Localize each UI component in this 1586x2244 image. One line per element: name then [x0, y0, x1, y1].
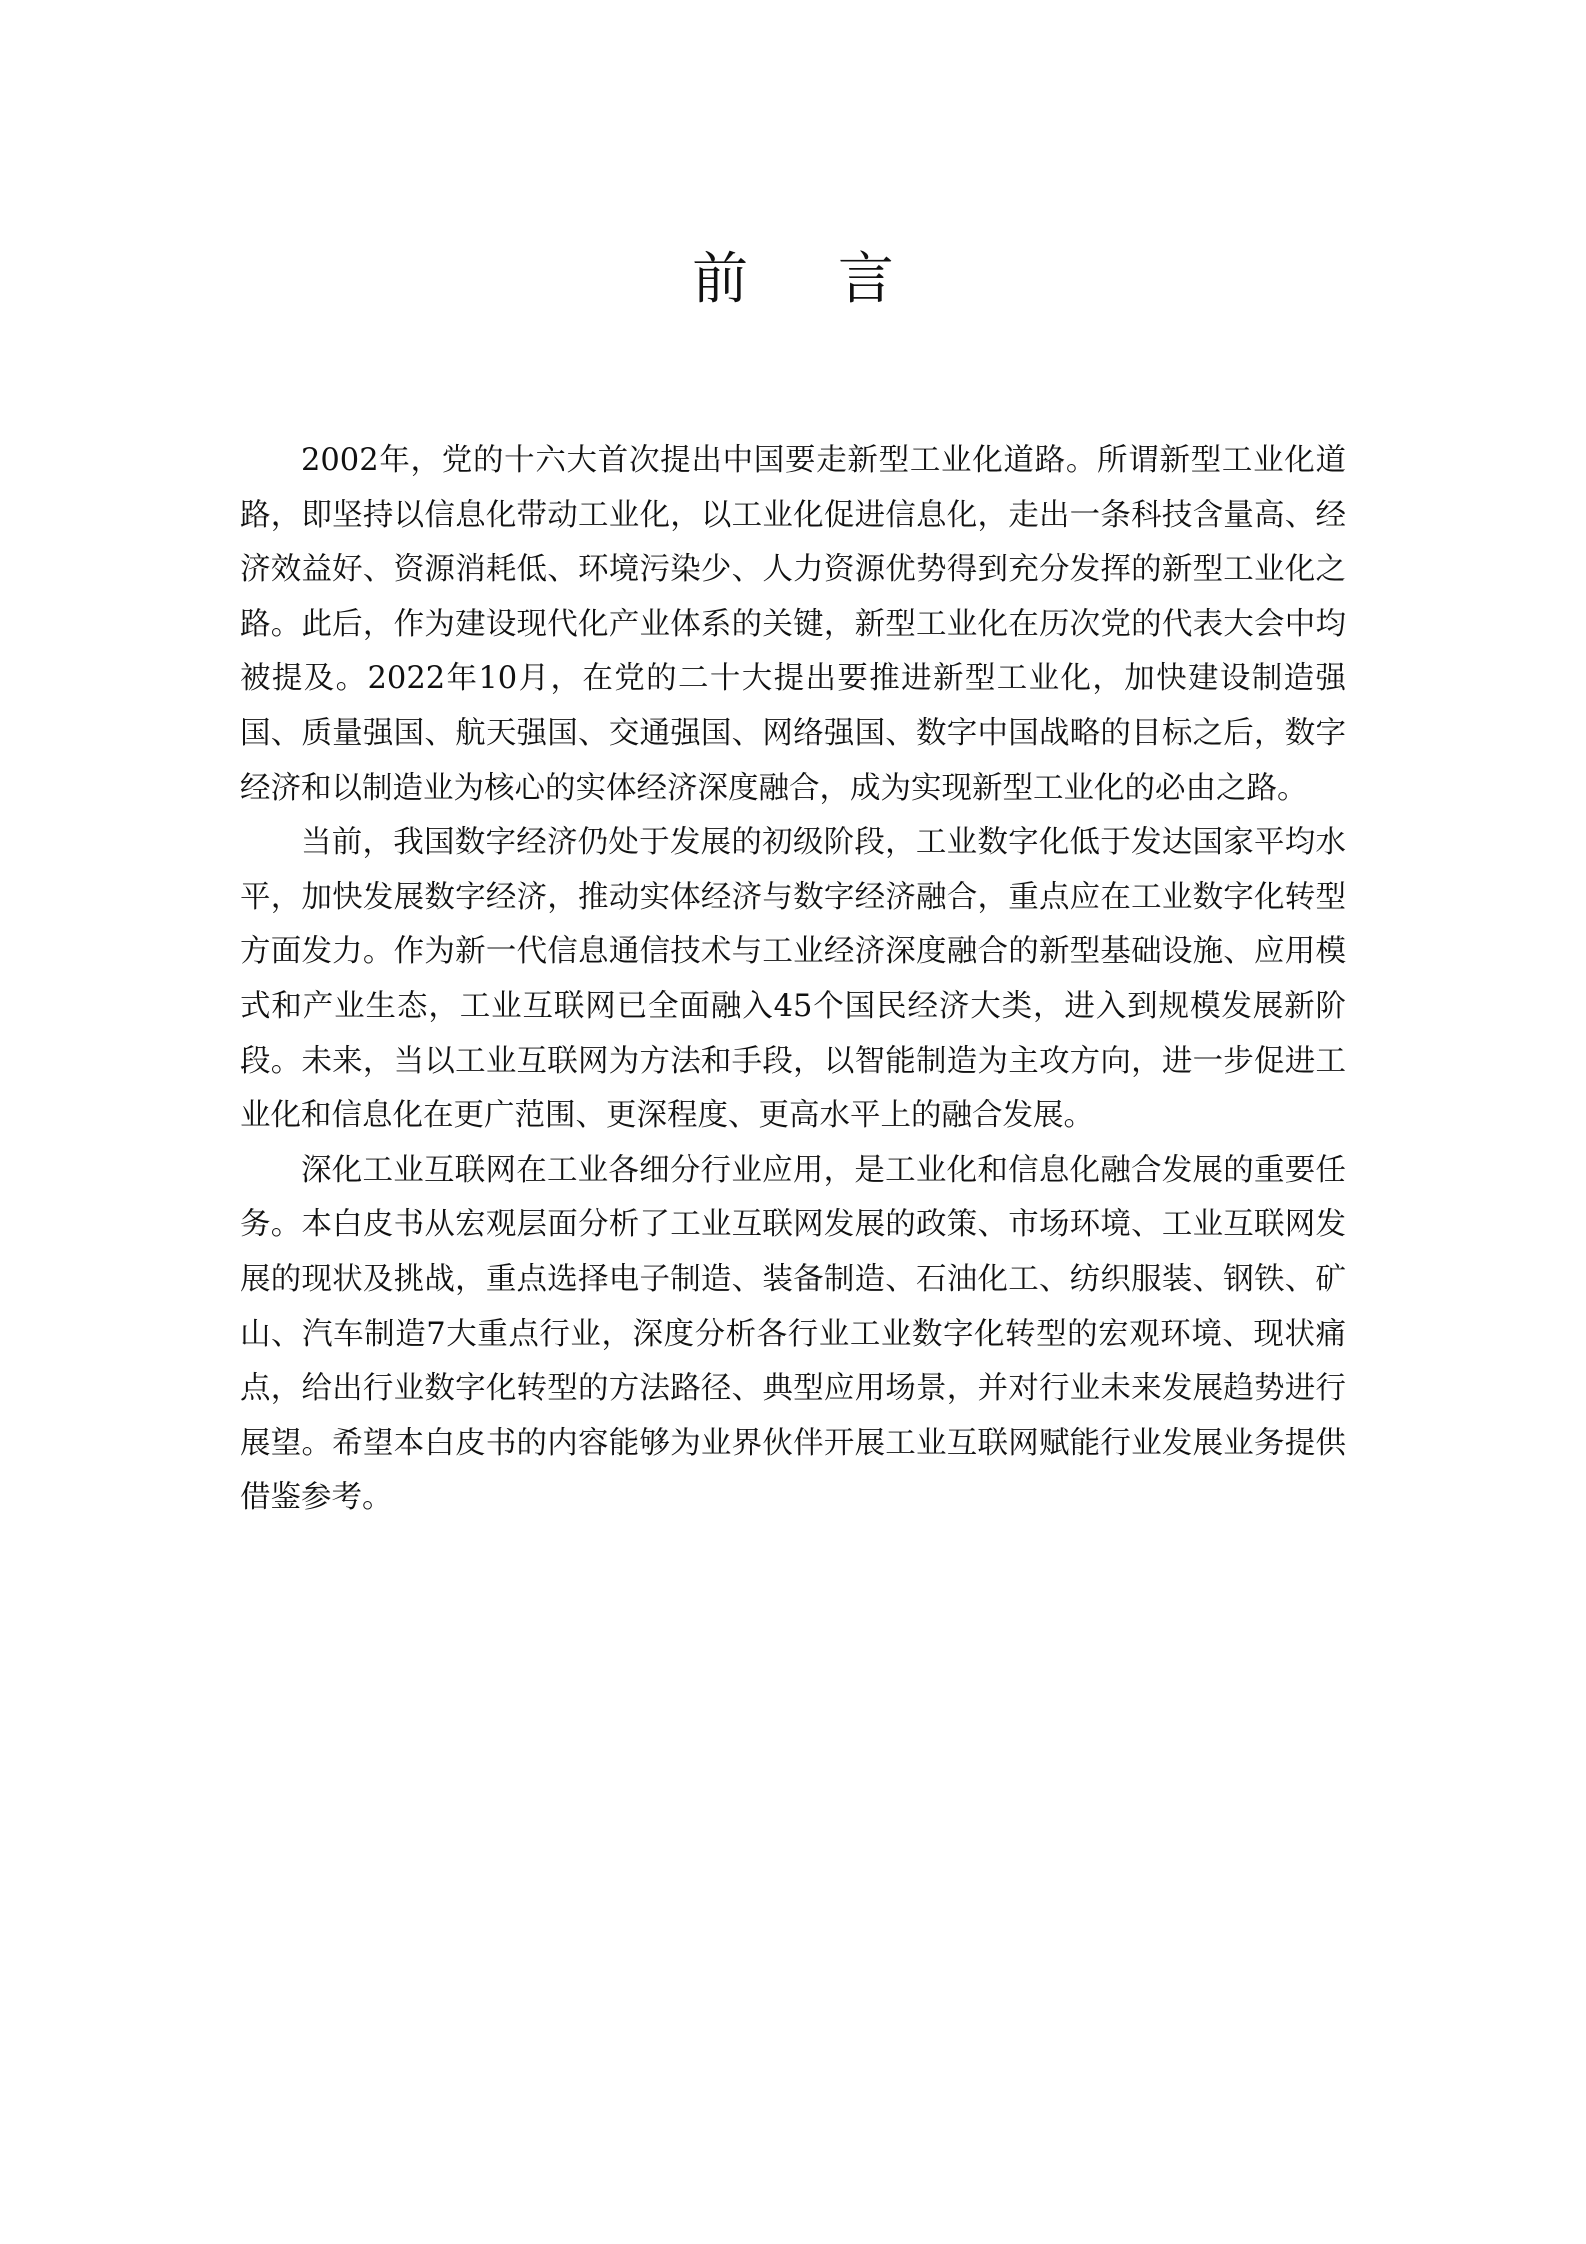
- page-title: 前 言: [692, 247, 930, 312]
- paragraph-2: 当前，我国数字经济仍处于发展的初级阶段，工业数字化低于发达国家平均水平，加快发展数字经济，推动实体经济与数字经济融合，重点应在工业数字化转型方面发力。作为新一代信息通信技术与工业经济深度融合的新型基础设施、应用模式和产业生态，工业互联网已全面融入45个国民经济大类，进入到规模发展新阶段。未来，当以工业互联网为方法和手段，以智能制造为主攻方向，进一步促进工业化和信息化在更广范围、更深程度、更高水平上的融合发展。: [240, 825, 1346, 1134]
- paragraph-3: 深化工业互联网在工业各细分行业应用，是工业化和信息化融合发展的重要任务。本白皮书从宏观层面分析了工业互联网发展的政策、市场环境、工业互联网发展的现状及挑战，重点选择电子制造、装备制造、石油化工、纺织服装、钢铁、矿山、汽车制造7大重点行业，深度分析各行业工业数字化转型的宏观环境、现状痛点，给出行业数字化转型的方法路径、典型应用场景，并对行业未来发展趋势进行展望。希望本白皮书的内容能够为业界伙伴开展工业互联网赋能行业发展业务提供借鉴参考。: [240, 1152, 1346, 1516]
- body-text: [240, 434, 1346, 1526]
- paragraph-1: 2002年，党的十六大首次提出中国要走新型工业化道路。所谓新型工业化道路，即坚持以信息化带动工业化，以工业化促进信息化，走出一条科技含量高、经济效益好、资源消耗低、环境污染少、人力资源优势得到充分发挥的新型工业化之路。此后，作为建设现代化产业体系的关键，新型工业化在历次党的代表大会中均被提及。2022年10月，在党的二十大提出要推进新型工业化，加快建设制造强国、质量强国、航天强国、交通强国、网络强国、数字中国战略的目标之后，数字经济和以制造业为核心的实体经济深度融合，成为实现新型工业化的必由之路。: [240, 443, 1346, 806]
